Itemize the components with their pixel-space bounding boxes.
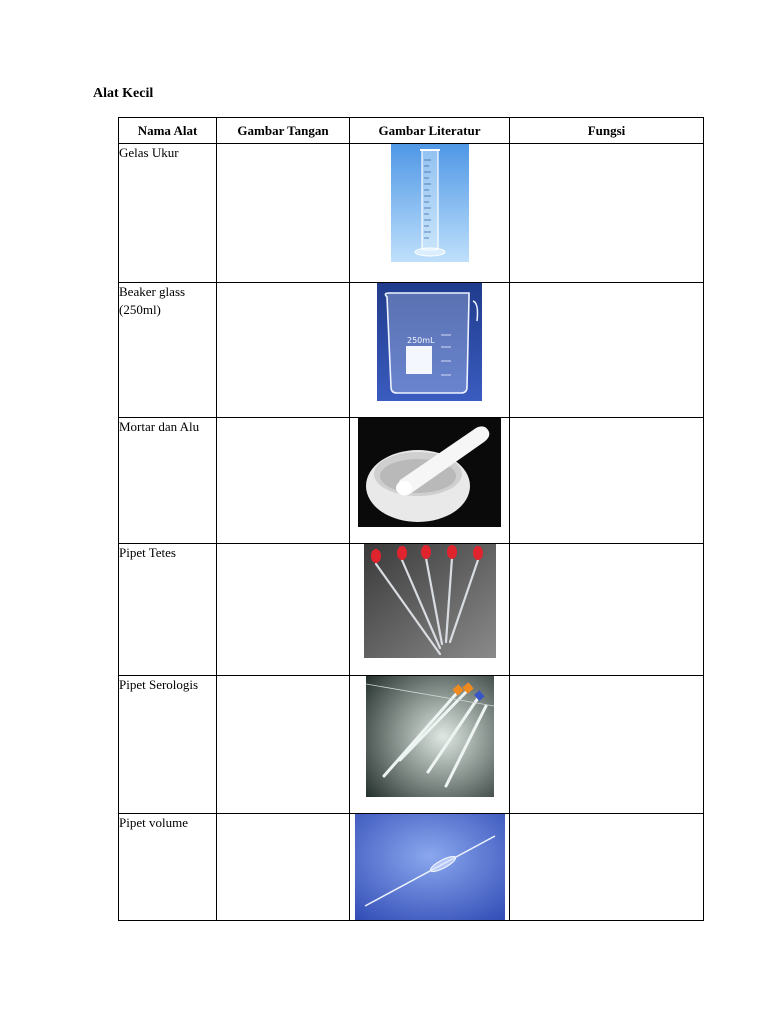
graduated-cylinder-photo [391,144,469,262]
tool-name: Pipet Tetes [119,544,217,676]
beaker-volume-text: 250mL [407,336,435,345]
table-row [119,283,704,418]
literature-image-cell [350,544,510,676]
table-row [119,676,704,814]
header-gambar-tangan: Gambar Tangan [217,118,350,144]
literature-image-cell [350,283,510,418]
function-cell [510,676,704,814]
tool-name: Gelas Ukur [119,144,217,283]
table-row [119,144,704,283]
dropper-pipette-photo [364,544,496,658]
literature-image-cell [350,144,510,283]
table-row [119,418,704,544]
tool-name: Pipet volume [119,814,217,921]
mortar-pestle-photo [358,418,501,527]
beaker-photo [377,283,482,401]
hand-drawing-cell [217,283,350,418]
hand-drawing-cell [217,144,350,283]
function-cell [510,144,704,283]
table-row [119,544,704,676]
hand-drawing-cell [217,676,350,814]
function-cell [510,814,704,921]
function-cell [510,283,704,418]
hand-drawing-cell [217,544,350,676]
tool-name: Pipet Serologis [119,676,217,814]
volumetric-pipette-photo [355,814,505,920]
serological-pipette-photo [366,676,494,797]
beaker-brand-text: PYREX [407,346,427,353]
header-fungsi: Fungsi [510,118,704,144]
table-header-row [119,118,704,144]
tool-name: Beaker glass (250ml) [119,283,217,418]
literature-image-cell [350,676,510,814]
page-heading: Alat Kecil [93,86,154,101]
hand-drawing-cell [217,814,350,921]
table-row [119,814,704,921]
function-cell [510,544,704,676]
hand-drawing-cell [217,418,350,544]
tools-table [118,117,704,921]
function-cell [510,418,704,544]
literature-image-cell [350,418,510,544]
header-nama-alat: Nama Alat [119,118,217,144]
literature-image-cell [350,814,510,921]
tool-name: Mortar dan Alu [119,418,217,544]
header-gambar-literatur: Gambar Literatur [350,118,510,144]
